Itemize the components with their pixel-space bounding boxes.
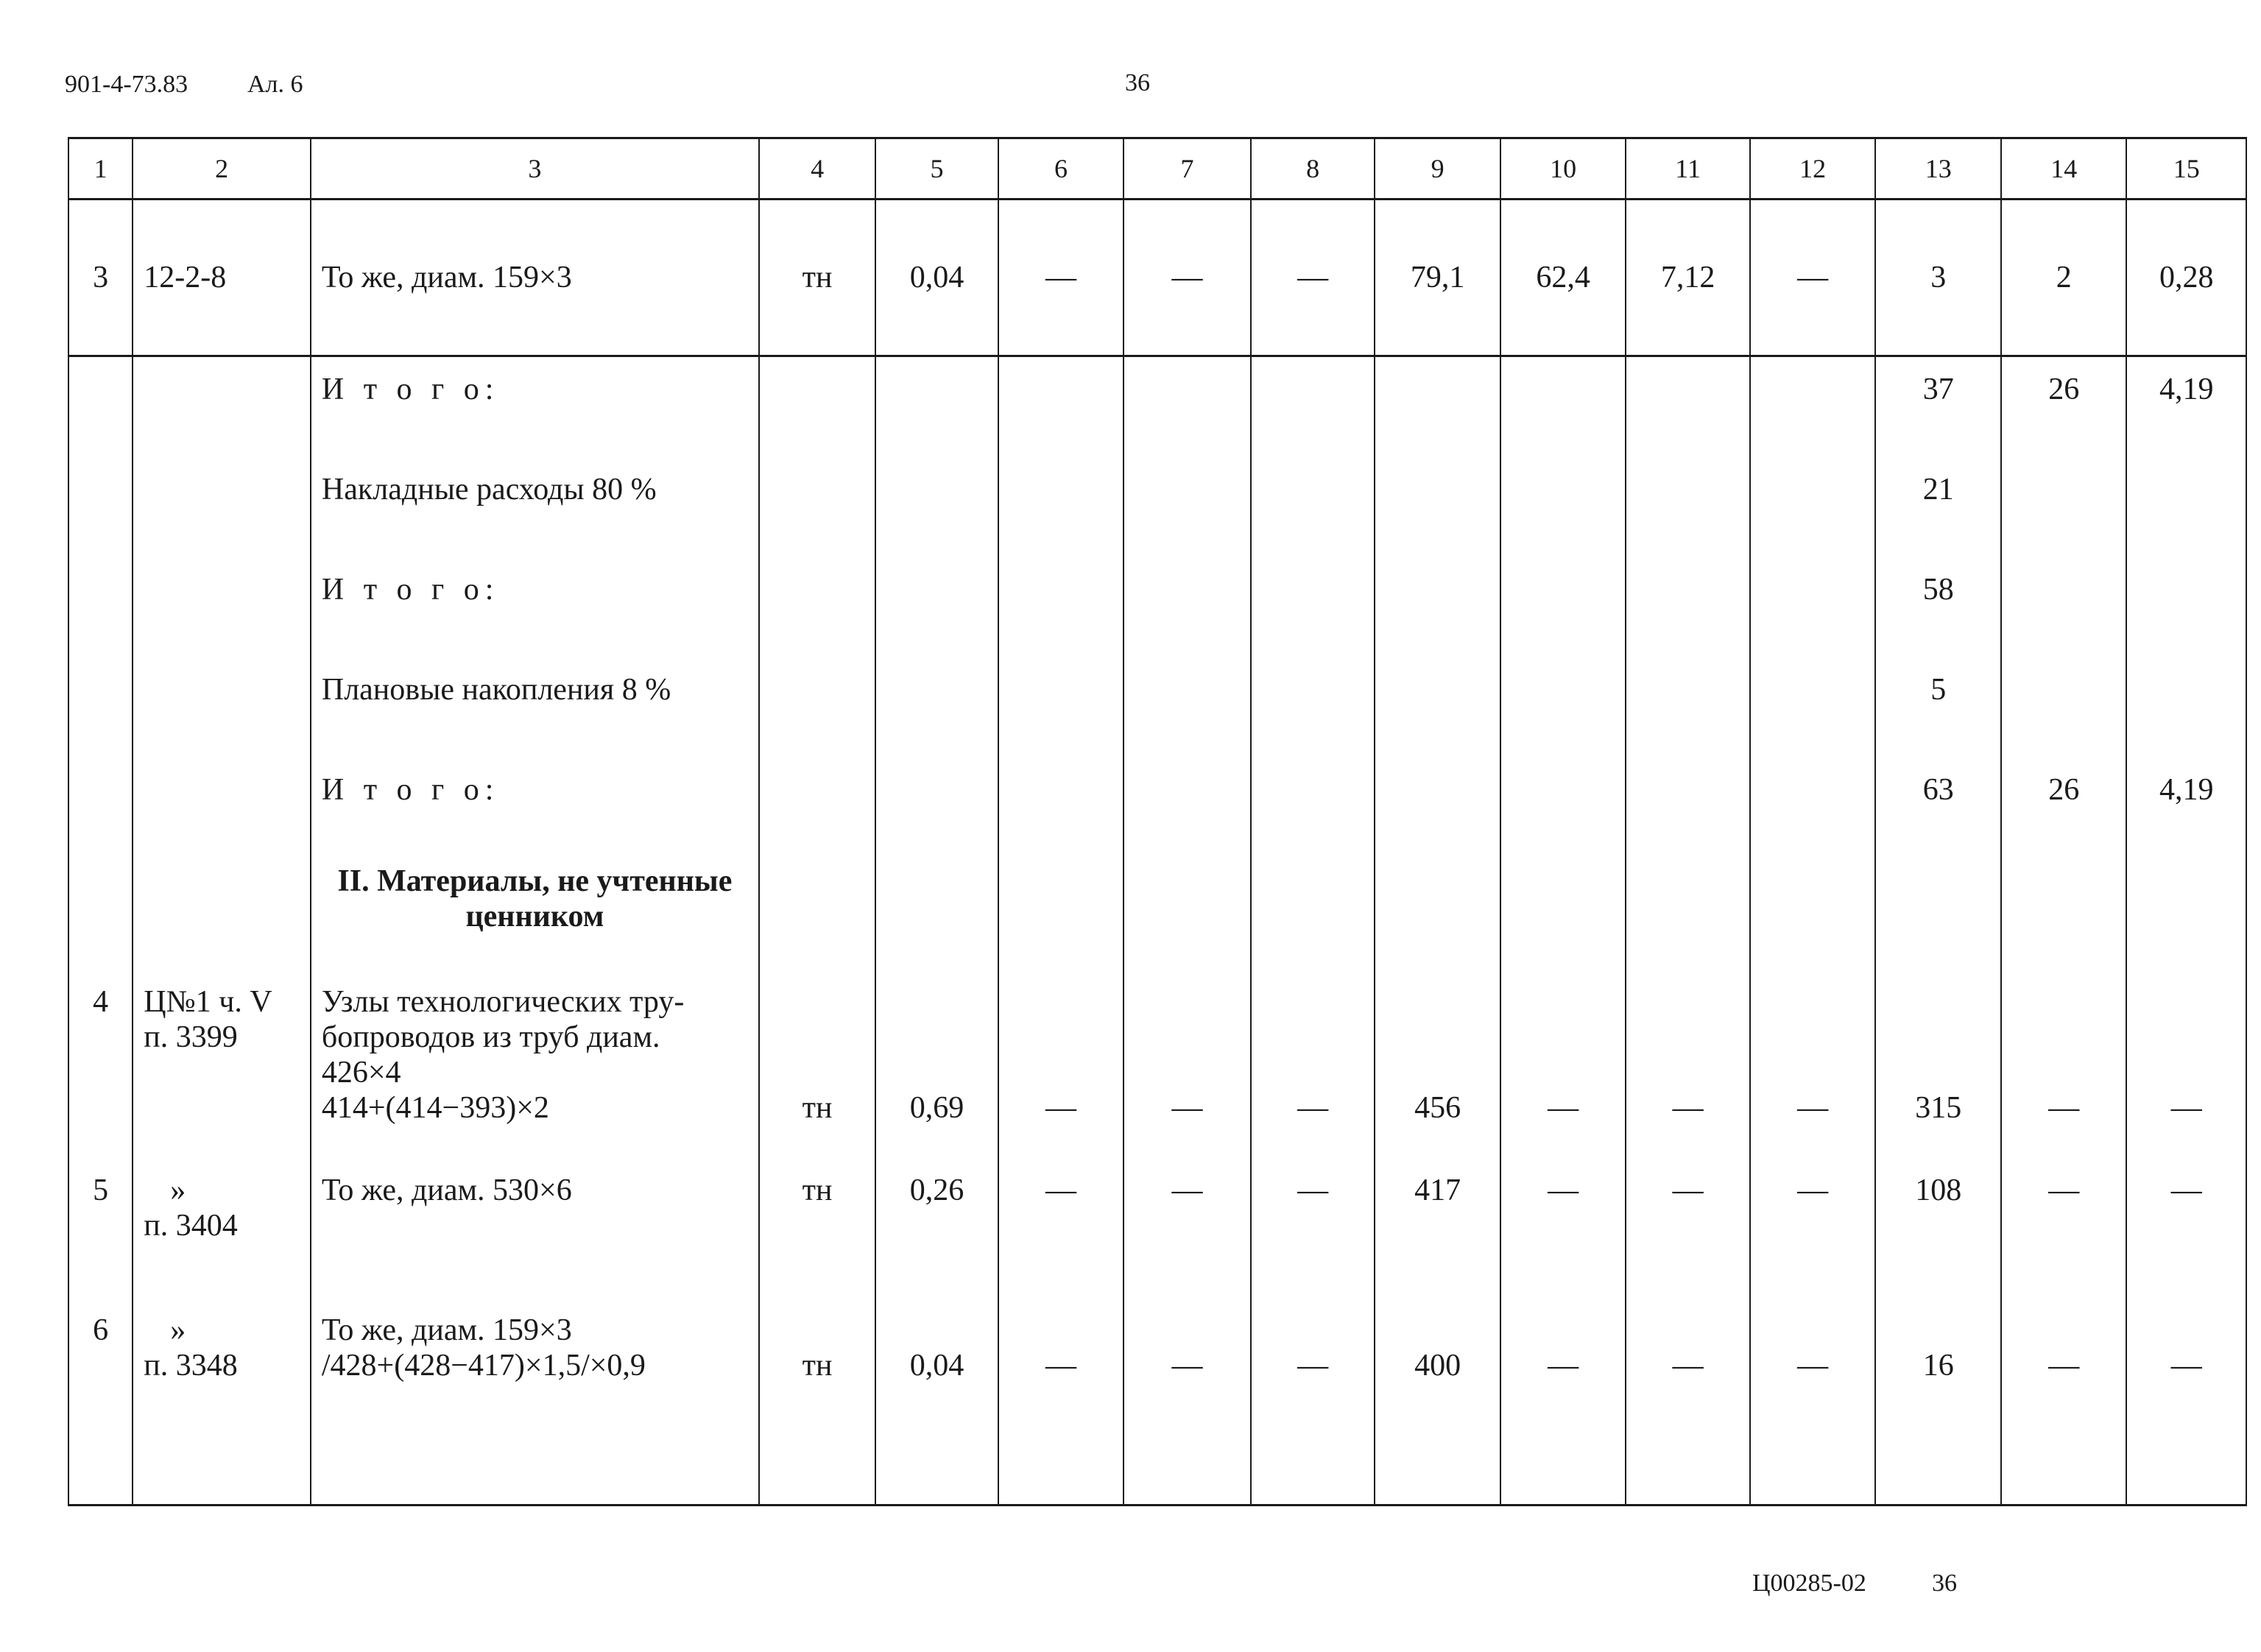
page-number: 36 <box>1125 69 1150 96</box>
cell: 79,1 <box>1375 200 1500 356</box>
column-number: 2 <box>133 138 311 200</box>
summary-value: 4,19 <box>2126 356 2246 473</box>
price-code <box>133 1173 311 1313</box>
item-name-line: 426×4 <box>321 1056 401 1090</box>
summary-row <box>68 772 2246 864</box>
summary-row <box>68 472 2246 572</box>
table-row <box>68 1313 2246 1505</box>
cell: — <box>1626 1173 1750 1313</box>
cell: 400 <box>1375 1313 1500 1505</box>
column-number: 14 <box>2001 138 2127 200</box>
row-number: 6 <box>68 1313 133 1505</box>
price-code <box>133 1313 311 1505</box>
cell: — <box>998 200 1124 356</box>
item-name-line: 414+(414−393)×2 <box>321 1091 549 1125</box>
column-number-row <box>68 138 2246 200</box>
summary-value: 21 <box>1875 472 2001 572</box>
cell: 7,12 <box>1626 200 1750 356</box>
unit: тн <box>759 984 875 1173</box>
item-name: То же, диам. 530×6 <box>311 1173 759 1313</box>
item-name-line: Узлы технологических тру- <box>321 985 685 1019</box>
cell: — <box>998 984 1124 1173</box>
price-code-line: » <box>170 1173 186 1207</box>
summary-label: Плановые накопления 8 % <box>311 672 759 772</box>
cell: — <box>1626 984 1750 1173</box>
unit: тн <box>759 1173 875 1313</box>
column-number: 12 <box>1750 138 1876 200</box>
cell: 62,4 <box>1500 200 1626 356</box>
summary-value: 26 <box>2001 356 2127 473</box>
table-row <box>68 200 2246 356</box>
cell: — <box>998 1173 1124 1313</box>
cell: — <box>1500 984 1626 1173</box>
price-code-line: » <box>170 1313 186 1347</box>
cell: — <box>1251 984 1375 1173</box>
cell: — <box>2126 1313 2246 1505</box>
summary-value <box>2001 472 2127 572</box>
price-code <box>133 984 311 1173</box>
cell: — <box>1251 200 1375 356</box>
row-number: 3 <box>68 200 133 356</box>
cell: — <box>1750 1313 1876 1505</box>
cell: 315 <box>1875 984 2001 1173</box>
cell: 16 <box>1875 1313 2001 1505</box>
cell: 2 <box>2001 200 2127 356</box>
row-number: 4 <box>68 984 133 1173</box>
quantity: 0,04 <box>875 1313 998 1505</box>
cell: — <box>998 1313 1124 1505</box>
cell: — <box>2001 1173 2127 1313</box>
quantity: 0,26 <box>875 1173 998 1313</box>
summary-value <box>2126 572 2246 672</box>
footer-code: Ц00285-02 <box>1752 1570 1866 1597</box>
table-row <box>68 984 2246 1173</box>
quantity: 0,04 <box>875 200 998 356</box>
column-number: 3 <box>311 138 759 200</box>
column-number: 7 <box>1124 138 1251 200</box>
cell: — <box>2126 984 2246 1173</box>
summary-label: И т о г о: <box>311 572 759 672</box>
summary-label: И т о г о: <box>311 356 759 473</box>
unit: тн <box>759 1313 875 1505</box>
cell: — <box>1750 200 1876 356</box>
column-number: 13 <box>1875 138 2001 200</box>
document-code: 901-4-73.83 <box>65 71 188 98</box>
price-code-line: Ц№1 ч. V <box>144 985 272 1019</box>
summary-value: 37 <box>1875 356 2001 473</box>
cell: — <box>2126 1173 2246 1313</box>
summary-value <box>2126 472 2246 572</box>
cell: 3 <box>1875 200 2001 356</box>
price-code-line: п. 3404 <box>144 1209 238 1243</box>
cell: 108 <box>1875 1173 2001 1313</box>
estimate-table <box>68 137 2247 1506</box>
cell: 456 <box>1375 984 1500 1173</box>
cell: 417 <box>1375 1173 1500 1313</box>
cell: — <box>2001 1313 2127 1505</box>
cell: — <box>1124 984 1251 1173</box>
item-name-line: То же, диам. 159×3 <box>321 1313 572 1347</box>
summary-value <box>2126 672 2246 772</box>
column-number: 9 <box>1375 138 1500 200</box>
summary-value: 26 <box>2001 772 2127 864</box>
section-row <box>68 864 2246 984</box>
column-number: 15 <box>2126 138 2246 200</box>
summary-value: 63 <box>1875 772 2001 864</box>
cell: 0,28 <box>2126 200 2246 356</box>
price-code: 12-2-8 <box>133 200 311 356</box>
cell: — <box>2001 984 2127 1173</box>
item-name-line: /428+(428−417)×1,5/×0,9 <box>321 1349 646 1383</box>
column-number: 6 <box>998 138 1124 200</box>
column-number: 5 <box>875 138 998 200</box>
item-name <box>311 984 759 1173</box>
summary-label: Накладные расходы 80 % <box>311 472 759 572</box>
summary-value: 5 <box>1875 672 2001 772</box>
row-number: 5 <box>68 1173 133 1313</box>
table-row <box>68 1173 2246 1313</box>
price-code-line: п. 3399 <box>144 1020 238 1054</box>
item-name: То же, диам. 159×3 <box>311 200 759 356</box>
quantity: 0,69 <box>875 984 998 1173</box>
summary-row <box>68 572 2246 672</box>
item-name <box>311 1313 759 1505</box>
summary-label: И т о г о: <box>311 772 759 864</box>
document-sheet: Ал. 6 <box>247 71 303 98</box>
item-name-line: бопроводов из труб диам. <box>321 1020 660 1054</box>
summary-value: 4,19 <box>2126 772 2246 864</box>
section-title: II. Материалы, не учтенные ценником <box>311 864 759 984</box>
cell: — <box>1251 1173 1375 1313</box>
cell: — <box>1750 1173 1876 1313</box>
cell: — <box>1500 1313 1626 1505</box>
cell: — <box>1750 984 1876 1173</box>
unit: тн <box>759 200 875 356</box>
cell: — <box>1626 1313 1750 1505</box>
cell: — <box>1500 1173 1626 1313</box>
cell: — <box>1124 1173 1251 1313</box>
column-number: 4 <box>759 138 875 200</box>
column-number: 8 <box>1251 138 1375 200</box>
cell: — <box>1124 200 1251 356</box>
cell: — <box>1124 1313 1251 1505</box>
column-number: 10 <box>1500 138 1626 200</box>
cell: — <box>1251 1313 1375 1505</box>
summary-row <box>68 672 2246 772</box>
price-code-line: п. 3348 <box>144 1349 238 1383</box>
summary-value: 58 <box>1875 572 2001 672</box>
footer-page-number: 36 <box>1932 1570 1957 1597</box>
column-number: 1 <box>68 138 133 200</box>
summary-value <box>2001 672 2127 772</box>
summary-value <box>2001 572 2127 672</box>
summary-row <box>68 356 2246 473</box>
column-number: 11 <box>1626 138 1750 200</box>
